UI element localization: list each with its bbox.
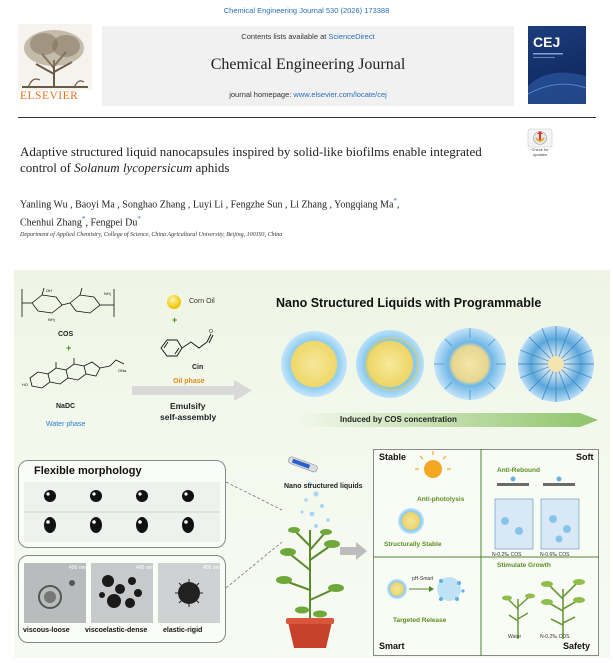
author-fengpei-du[interactable]: , Fengpei Du	[85, 217, 138, 229]
induced-by-cos-label: Induced by COS concentration	[340, 415, 457, 424]
plus-sign-2: +	[172, 315, 178, 325]
cos-label: COS	[58, 331, 74, 338]
authors-separator: ,	[396, 199, 400, 211]
nadc-label: NaDC	[56, 403, 76, 410]
svg-text:ONa: ONa	[118, 368, 127, 373]
author-chenhui-zhang[interactable]: Chenhui Zhang	[20, 217, 82, 229]
affiliation: Department of Applied Chemistry, College of Science, China Agricultural University, Beijing, 100193, China	[20, 232, 283, 238]
svg-text:NH₂: NH₂	[48, 317, 56, 322]
citation-line[interactable]: Chemical Engineering Journal 530 (2026) 173388	[223, 6, 390, 15]
anti-rebound-label: Anti-Rebound	[497, 467, 540, 474]
check-updates-icon	[527, 128, 553, 148]
publisher-name: ELSEVIER	[20, 90, 79, 102]
flexible-morphology-title: Flexible morphology	[34, 465, 142, 477]
emulsify-label: Emulsify	[170, 401, 206, 411]
corn-oil-label: Corn Oil	[189, 298, 215, 305]
scale-bar-3: 400 nm	[203, 565, 220, 571]
n02-cos-label-2: N-0.2‰ COS	[540, 634, 570, 640]
right-arrow-icon	[340, 540, 368, 562]
anti-photolysis-label: Anti-photolysis	[417, 496, 465, 503]
n06-cos-label: N-0.6‰ COS	[540, 552, 570, 558]
nano-structured-liquids-label: Nano structured liquids	[284, 483, 363, 490]
droplet-images-grid	[24, 482, 220, 542]
oil-phase-label: Oil phase	[173, 378, 205, 385]
title-part2: aphids	[192, 160, 230, 175]
svg-text:OH: OH	[46, 288, 52, 293]
viscous-loose-label: viscous-loose	[23, 627, 70, 634]
n02-cos-label: N-0.2‰ COS	[492, 552, 522, 558]
svg-text:NH₂: NH₂	[104, 291, 112, 296]
journal-info-box	[102, 26, 514, 106]
smart-heading: Smart	[379, 641, 405, 651]
sciencedirect-link[interactable]: ScienceDirect	[328, 32, 375, 41]
contents-prefix: Contents lists available at	[241, 32, 329, 41]
title-italic: Solanum lycopersicum	[74, 160, 193, 175]
cos-structure-diagram	[18, 283, 118, 323]
scale-bar-1: 400 nm	[69, 565, 86, 571]
cover-abbrev: CEJ	[533, 34, 561, 50]
header-rule	[18, 117, 596, 118]
authors-line1[interactable]: Yanling Wu , Baoyi Ma , Songhao Zhang , Luyi Li , Fengzhe Sun , Li Zhang , Yongqiang Ma	[20, 199, 394, 211]
check-updates-label: Check for updates	[531, 147, 549, 157]
journal-name: Chemical Engineering Journal	[210, 56, 406, 73]
tem-micrograph-images	[24, 563, 220, 623]
ph-smart-label: pH-Smart	[412, 576, 434, 582]
author-list	[20, 194, 520, 231]
homepage-line	[102, 90, 514, 99]
svg-text:HO: HO	[22, 382, 28, 387]
targeted-release-label: Targeted Release	[393, 617, 447, 624]
elastic-rigid-label: elastic-rigid	[163, 627, 203, 634]
self-assembly-label: self-assembly	[160, 412, 217, 422]
stable-heading: Stable	[379, 452, 407, 462]
svg-text:O: O	[209, 329, 213, 335]
cinnamaldehyde-structure-diagram	[155, 326, 219, 362]
corresponding-star[interactable]: *	[393, 197, 397, 205]
scale-bar-2: 400 nm	[136, 565, 153, 571]
plus-sign: +	[66, 343, 72, 353]
cin-label: Cin	[192, 364, 204, 371]
contents-line	[102, 32, 514, 41]
nanocapsule-progression-illustration	[280, 322, 600, 408]
article-title	[20, 144, 515, 176]
safety-heading: Safety	[563, 641, 591, 651]
viscoelastic-dense-label: viscoelastic-dense	[85, 627, 148, 634]
journal-cover	[528, 26, 586, 104]
corn-oil-droplet-icon	[166, 294, 182, 310]
masthead	[18, 24, 598, 106]
corresponding-star[interactable]: *	[137, 215, 141, 224]
corresponding-star[interactable]: *	[81, 215, 86, 224]
homepage-link[interactable]: www.elsevier.com/locate/cej	[293, 90, 387, 99]
water-label: Water	[508, 634, 522, 640]
stimulate-growth-label: Stimulate Growth	[497, 562, 551, 569]
structurally-stable-label: Structurally Stable	[384, 541, 442, 548]
nano-structured-liquids-title: Nano Structured Liquids with Programmable	[276, 296, 542, 310]
nadc-structure-diagram	[20, 356, 130, 394]
water-phase-label: Water phase	[46, 421, 86, 428]
soft-heading: Soft	[576, 452, 594, 462]
title-part1: Adaptive structured liquid nanocapsules inspired by solid-like biofilms enable integrated control of	[20, 144, 482, 175]
homepage-prefix: journal homepage:	[229, 90, 294, 99]
